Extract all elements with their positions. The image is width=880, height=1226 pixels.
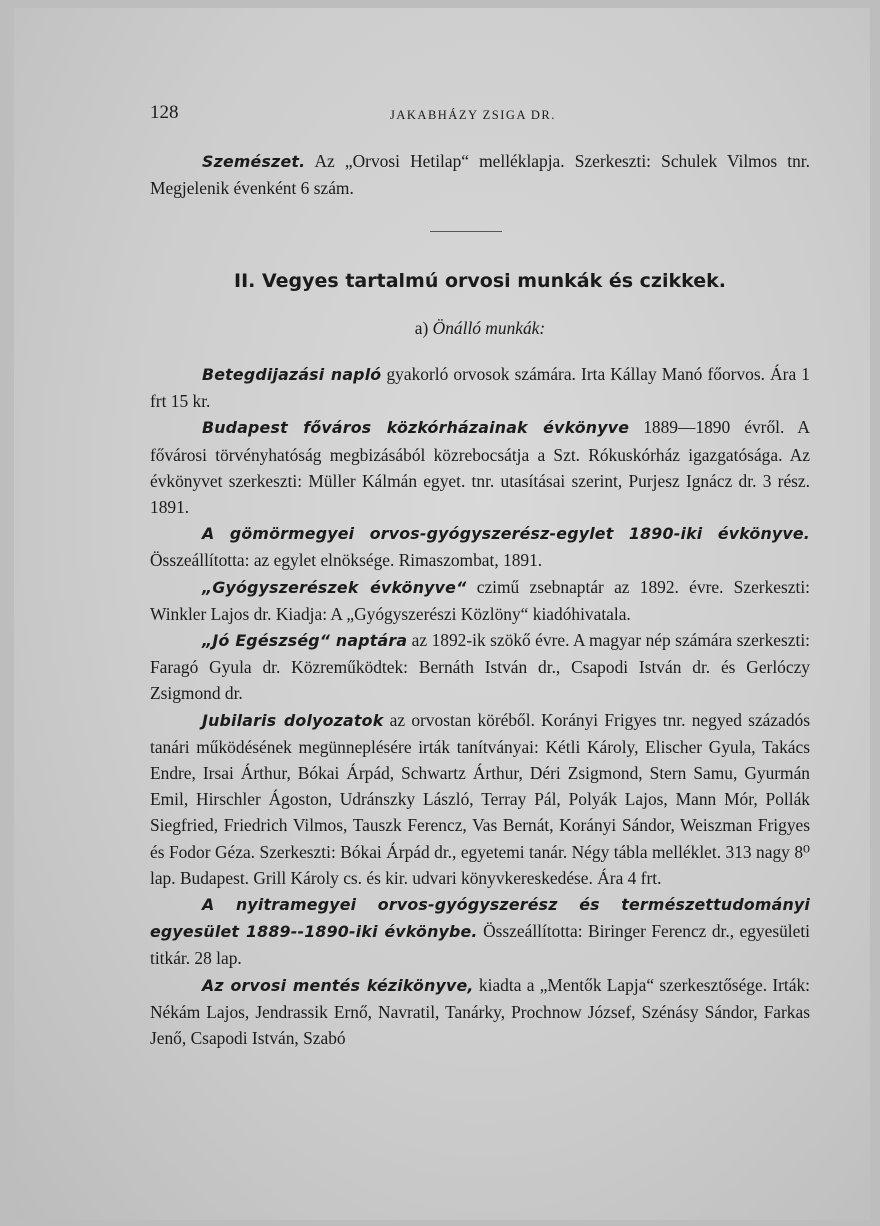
bibliography-entry — [150, 361, 810, 414]
entry-text: czimű zsebnaptár az 1892. évre. Szerkeszti: Winkler Lajos dr. Kiadja: A „Gyógyszerészi Közlöny“ kiadóhivatala. — [150, 576, 810, 624]
section-title: II. Vegyes tartalmú orvosi munkák és czikkek. — [234, 270, 726, 292]
entry-list — [150, 361, 810, 1051]
entry-text: gyakorló orvosok számára. Irta Kállay Manó főorvos. Ára 1 frt 15 kr. — [150, 364, 810, 412]
separator-rule — [430, 231, 502, 232]
bibliography-entry — [150, 520, 810, 573]
entry-title: A nyitramegyei orvos-gyógyszerész és természettudományi egyesület 1889--1890-iki évkönybe. — [150, 895, 810, 942]
entry-title: „Gyógyszerészek évkönyve“ — [202, 577, 467, 597]
subsection-title — [150, 318, 810, 339]
bibliography-entry — [150, 148, 810, 201]
bibliography-entry — [150, 414, 810, 520]
bibliography-entry — [150, 707, 810, 891]
entry-text: 1889—1890 évről. A fővárosi törvényhatóság megbizásából közrebocsátja a Szt. Rókuskórház igazgatósága. Az évkönyvet szerkeszti: Müller Kálmán egyet. tnr. utasításai szerint, Purjesz Ignácz dr. 3 rész. 1891. — [150, 417, 810, 518]
subsection-prefix: a) — [414, 318, 433, 338]
bibliography-entry — [150, 574, 810, 627]
entry-title: Budapest főváros közkórházainak évkönyve — [202, 418, 630, 438]
entry-title: Szemészet. — [202, 152, 306, 171]
entry-text: Összeállította: az egylet elnöksége. Rimaszombat, 1891. — [150, 550, 543, 571]
entry-title: „Jó Egészség“ naptára — [202, 631, 408, 651]
top-entries — [150, 148, 810, 201]
entry-title: Az orvosi mentés kézikönyve, — [202, 975, 474, 995]
page-number: 128 — [150, 102, 179, 123]
subsection-label: Önálló munkák: — [432, 318, 546, 338]
entry-text: az orvostan köréből. Korányi Frigyes tnr. negyed századós tanári működésének megünneplésére irták tanítványai: Kétli Károly, Elischer Gyula, Takács Endre, Irsai Árthur, Bókai Árpád, Schwartz Árthur, Déri Zsigmond, Stern Samu, Gyurmán Emil, Hirschler Ágoston, Udránszky László, Terray Pál, Polyák Lajos, Mann Mór, Pollák Siegfried, Friedrich Vilmos, Tauszk Ferencz, Vas Bernát, Korányi Sándor, Weiszman Frigyes és Fodor Géza. Szerkeszti: Bókai Árpád dr., egyetemi tanár. Négy tábla melléklet. 313 nagy 8⁰ lap. Budapest. Grill Károly cs. és kir. udvari könyvkereskedése. Ára 4 frt. — [150, 709, 810, 888]
running-head: JAKABHÁZY ZSIGA DR. — [390, 108, 556, 122]
page-header — [150, 102, 810, 126]
entry-text: Összeállította: Biringer Ferencz dr., egyesületi titkár. 28 lap. — [150, 921, 810, 969]
entry-title: Betegdijazási napló — [202, 365, 382, 384]
bibliography-entry — [150, 972, 810, 1052]
entry-title: Jubilaris dolyozatok — [202, 710, 384, 730]
entry-text: Az „Orvosi Hetilap“ melléklapja. Szerkeszti: Schulek Vilmos tnr. Megjelenik évenként 6 szám. — [150, 151, 810, 199]
entry-text: az 1892-ik szökő évre. A magyar nép számára szerkeszti: Faragó Gyula dr. Közreműködtek: Bernáth István dr., Csapodi István dr. és Gerlóczy Zsigmond dr. — [150, 630, 810, 704]
bibliography-entry — [150, 891, 810, 972]
entry-title: A gömörmegyei orvos-gyógyszerész-egylet 1890-iki évkönyve. — [202, 524, 810, 544]
entry-text: kiadta a „Mentők Lapja“ szerkesztősége. Irták: Nékám Lajos, Jendrassik Ernő, Navratil, Tanárky, Prochnow József, Szénásy Sándor, Farkas Jenő, Csapodi István, Szabó — [150, 974, 810, 1049]
bibliography-entry — [150, 627, 810, 707]
